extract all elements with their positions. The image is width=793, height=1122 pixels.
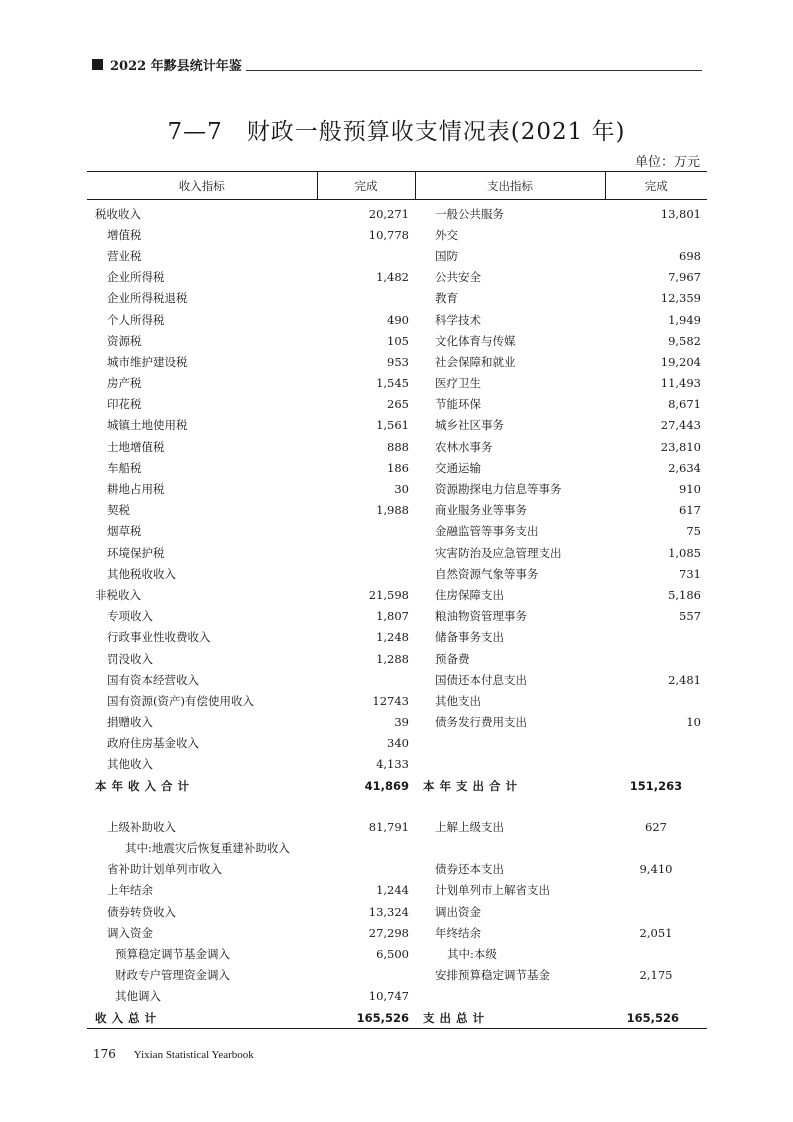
table-row [87,245,707,266]
expense-value: 557 [679,609,701,624]
expense-item: 预备费 [435,651,470,666]
table-row [87,922,707,943]
income-value: 30 [394,482,409,497]
spacer-row [87,796,707,816]
income-value: 888 [387,439,409,454]
page-number: 176 [93,1047,116,1061]
income-item: 城镇土地使用税 [107,418,188,433]
income-value: 265 [387,397,409,412]
expense-item: 债务发行费用支出 [435,715,527,730]
expense-value: 698 [679,248,701,263]
income-item: 车船税 [107,460,142,475]
running-header [92,56,702,76]
table-row [87,224,707,245]
header-rule [246,70,702,71]
table-row [87,500,707,521]
expense-item: 住房保障支出 [435,587,504,602]
expense-value [605,837,707,858]
expense-item [415,754,605,775]
income-value: 81,791 [368,819,409,834]
expense-item: 交通运输 [435,460,481,475]
table-row [87,436,707,457]
expense-item: 本年支出合计 [423,778,522,793]
income-item: 资源税 [107,333,142,348]
expense-value: 5,186 [668,587,701,602]
table-row [87,200,707,225]
income-item: 调入资金 [107,925,153,940]
expense-value: 627 [645,819,667,834]
expense-item: 外交 [435,227,458,242]
table-row [87,965,707,986]
expense-item: 国防 [435,248,458,263]
unit-label: 单位：万元 [634,155,700,170]
expense-value: 27,443 [660,418,701,433]
expense-value [605,901,707,922]
income-item: 房产税 [107,376,142,391]
income-item: 环境保护税 [107,545,165,560]
expense-item: 科学技术 [435,312,481,327]
income-value: 12743 [372,693,409,708]
income-value: 41,869 [364,778,409,793]
income-value: 1,288 [376,651,409,666]
income-value: 4,133 [376,757,409,772]
table-row [87,837,707,858]
table-row [87,690,707,711]
income-item: 其他税收收入 [107,566,176,581]
page-title: 7—7 财政一般预算收支情况表(2021 年) [167,119,626,145]
income-value: 105 [387,333,409,348]
income-value: 20,271 [368,206,409,221]
expense-item: 国债还本付息支出 [435,672,527,687]
expense-item: 计划单列市上解省支出 [435,883,550,898]
col-header-income: 收入指标 [87,172,317,200]
table-row [87,288,707,309]
income-value [317,965,415,986]
table-header-row [87,172,707,200]
income-value [317,669,415,690]
expense-value: 9,410 [639,862,673,877]
income-item: 收入总计 [87,1007,317,1029]
income-item: 印花税 [107,397,142,412]
expense-item [415,986,605,1007]
expense-item: 教育 [435,291,458,306]
income-value: 340 [387,736,409,751]
expense-value: 617 [679,503,701,518]
table-row [87,712,707,733]
table-row [87,754,707,775]
table-row [87,415,707,436]
income-item: 其他调入 [115,989,161,1004]
income-item: 上级补助收入 [107,819,176,834]
income-item: 省补助计划单列市收入 [107,862,222,877]
expense-value [605,754,707,775]
finance-table [87,171,707,1029]
expense-value: 2,051 [639,925,673,940]
expense-item: 安排预算稳定调节基金 [435,968,550,983]
expense-value: 2,634 [668,460,701,475]
expense-item: 储备事务支出 [435,630,504,645]
table-row [87,986,707,1007]
expense-value: 9,582 [668,333,701,348]
expense-value: 8,671 [668,397,701,412]
income-value: 1,244 [376,883,409,898]
expense-value: 165,526 [605,1007,707,1029]
income-item: 个人所得税 [107,312,165,327]
table-row [87,943,707,964]
square-bullet-icon [92,59,103,70]
expense-value: 10 [686,715,701,730]
expense-item: 商业服务业等事务 [435,503,527,518]
table-row [87,584,707,605]
income-value [317,245,415,266]
income-value: 1,248 [376,630,409,645]
income-value: 27,298 [368,925,409,940]
table-row [87,901,707,922]
income-item: 营业税 [107,248,142,263]
expense-value [605,880,707,901]
table-row [87,542,707,563]
income-item: 债券转贷收入 [107,904,176,919]
income-item: 其中:地震灾后恢复重建补助收入 [125,841,290,856]
income-value: 1,988 [376,503,409,518]
income-value: 186 [387,460,409,475]
income-value: 165,526 [317,1007,415,1029]
income-value [317,859,415,880]
income-value: 13,324 [368,904,409,919]
income-value: 953 [387,354,409,369]
table-row [87,669,707,690]
table-row [87,606,707,627]
expense-item [415,837,605,858]
expense-value: 1,949 [668,312,701,327]
expense-value: 2,175 [639,968,673,983]
income-value: 39 [394,715,409,730]
table-row [87,267,707,288]
income-item: 耕地占用税 [107,482,165,497]
income-item: 增值税 [107,227,142,242]
expense-value: 7,967 [668,270,701,285]
income-item: 财政专户管理资金调入 [115,968,230,983]
expense-item: 公共安全 [435,270,481,285]
expense-value: 13,801 [660,206,701,221]
expense-item: 年终结余 [435,925,481,940]
expense-item: 城乡社区事务 [435,418,504,433]
table-row [87,394,707,415]
expense-value [605,690,707,711]
expense-value [605,224,707,245]
spacer-cell [415,796,605,816]
spacer-cell [605,796,707,816]
table-row [87,733,707,754]
expense-value: 11,493 [660,376,701,391]
expense-item: 金融监管等事务支出 [435,524,539,539]
expense-value [605,986,707,1007]
page-footer [93,1047,254,1061]
expense-value: 19,204 [660,354,701,369]
income-value: 490 [387,312,409,327]
income-item: 上年结余 [107,883,153,898]
expense-item: 文化体育与传媒 [435,333,516,348]
income-value [317,288,415,309]
table-row [87,880,707,901]
expense-item: 资源勘探电力信息等事务 [435,482,562,497]
income-item: 专项收入 [107,609,153,624]
expense-value: 2,481 [668,672,701,687]
col-header-done-income: 完成 [317,172,415,200]
expense-item: 灾害防治及应急管理支出 [435,545,562,560]
col-header-done-expense: 完成 [605,172,707,200]
table-row [87,351,707,372]
expense-item: 债券还本支出 [435,862,504,877]
income-value [317,837,415,858]
income-item: 国有资源(资产)有偿使用收入 [107,693,254,708]
income-value: 21,598 [368,587,409,602]
spacer-cell [317,796,415,816]
expense-value: 23,810 [660,439,701,454]
income-item: 土地增值税 [107,439,165,454]
col-header-expense: 支出指标 [415,172,605,200]
expense-value: 151,263 [629,778,683,793]
income-item: 行政事业性收费收入 [107,630,211,645]
table-row [87,521,707,542]
table-row [87,330,707,351]
income-item: 企业所得税退税 [107,291,188,306]
expense-item: 其中:本级 [447,946,497,961]
income-item: 本年收入合计 [95,778,194,793]
expense-value [605,943,707,964]
expense-item: 调出资金 [435,904,481,919]
income-item: 税收收入 [95,206,141,221]
table-row [87,478,707,499]
income-item: 捐赠收入 [107,715,153,730]
table-row [87,859,707,880]
income-value: 10,747 [368,989,409,1004]
income-item: 罚没收入 [107,651,153,666]
table-row [87,627,707,648]
income-item: 国有资本经营收入 [107,672,199,687]
expense-value [605,648,707,669]
expense-value [605,627,707,648]
expense-item [415,733,605,754]
table-row [87,309,707,330]
income-value: 6,500 [376,946,409,961]
expense-item: 支出总计 [415,1007,605,1029]
expense-item: 粮油物资管理事务 [435,609,527,624]
expense-value: 1,085 [668,545,701,560]
footer-text: Yixian Statistical Yearbook [133,1049,254,1061]
income-value [317,542,415,563]
income-item: 企业所得税 [107,270,165,285]
expense-item: 社会保障和就业 [435,354,516,369]
expense-item: 医疗卫生 [435,376,481,391]
income-item: 政府住房基金收入 [107,736,199,751]
expense-item: 自然资源气象等事务 [435,566,539,581]
expense-item: 一般公共服务 [435,206,504,221]
income-item: 烟草税 [107,524,142,539]
expense-value: 75 [686,524,701,539]
table-row [87,1007,707,1029]
income-value [317,521,415,542]
table-row [87,775,707,796]
expense-item: 上解上级支出 [435,819,504,834]
table-row [87,816,707,837]
income-value: 1,545 [376,376,409,391]
expense-item: 其他支出 [435,693,481,708]
expense-value [605,733,707,754]
income-item: 预算稳定调节基金调入 [115,946,230,961]
income-value: 1,561 [376,418,409,433]
expense-item: 农林水事务 [435,439,493,454]
income-value [317,563,415,584]
expense-value: 12,359 [660,291,701,306]
expense-value: 910 [679,482,701,497]
expense-value: 731 [679,566,701,581]
income-item: 契税 [107,503,130,518]
expense-item: 节能环保 [435,397,481,412]
spacer-cell [87,796,317,816]
table-row [87,648,707,669]
income-item: 城市维护建设税 [107,354,188,369]
income-item: 其他收入 [107,757,153,772]
income-value: 10,778 [368,227,409,242]
header-text: 2022 年黟县统计年鉴 [110,59,242,74]
table-row [87,457,707,478]
table-row [87,563,707,584]
table-row [87,373,707,394]
income-value: 1,807 [376,609,409,624]
income-item: 非税收入 [95,587,141,602]
income-value: 1,482 [376,270,409,285]
